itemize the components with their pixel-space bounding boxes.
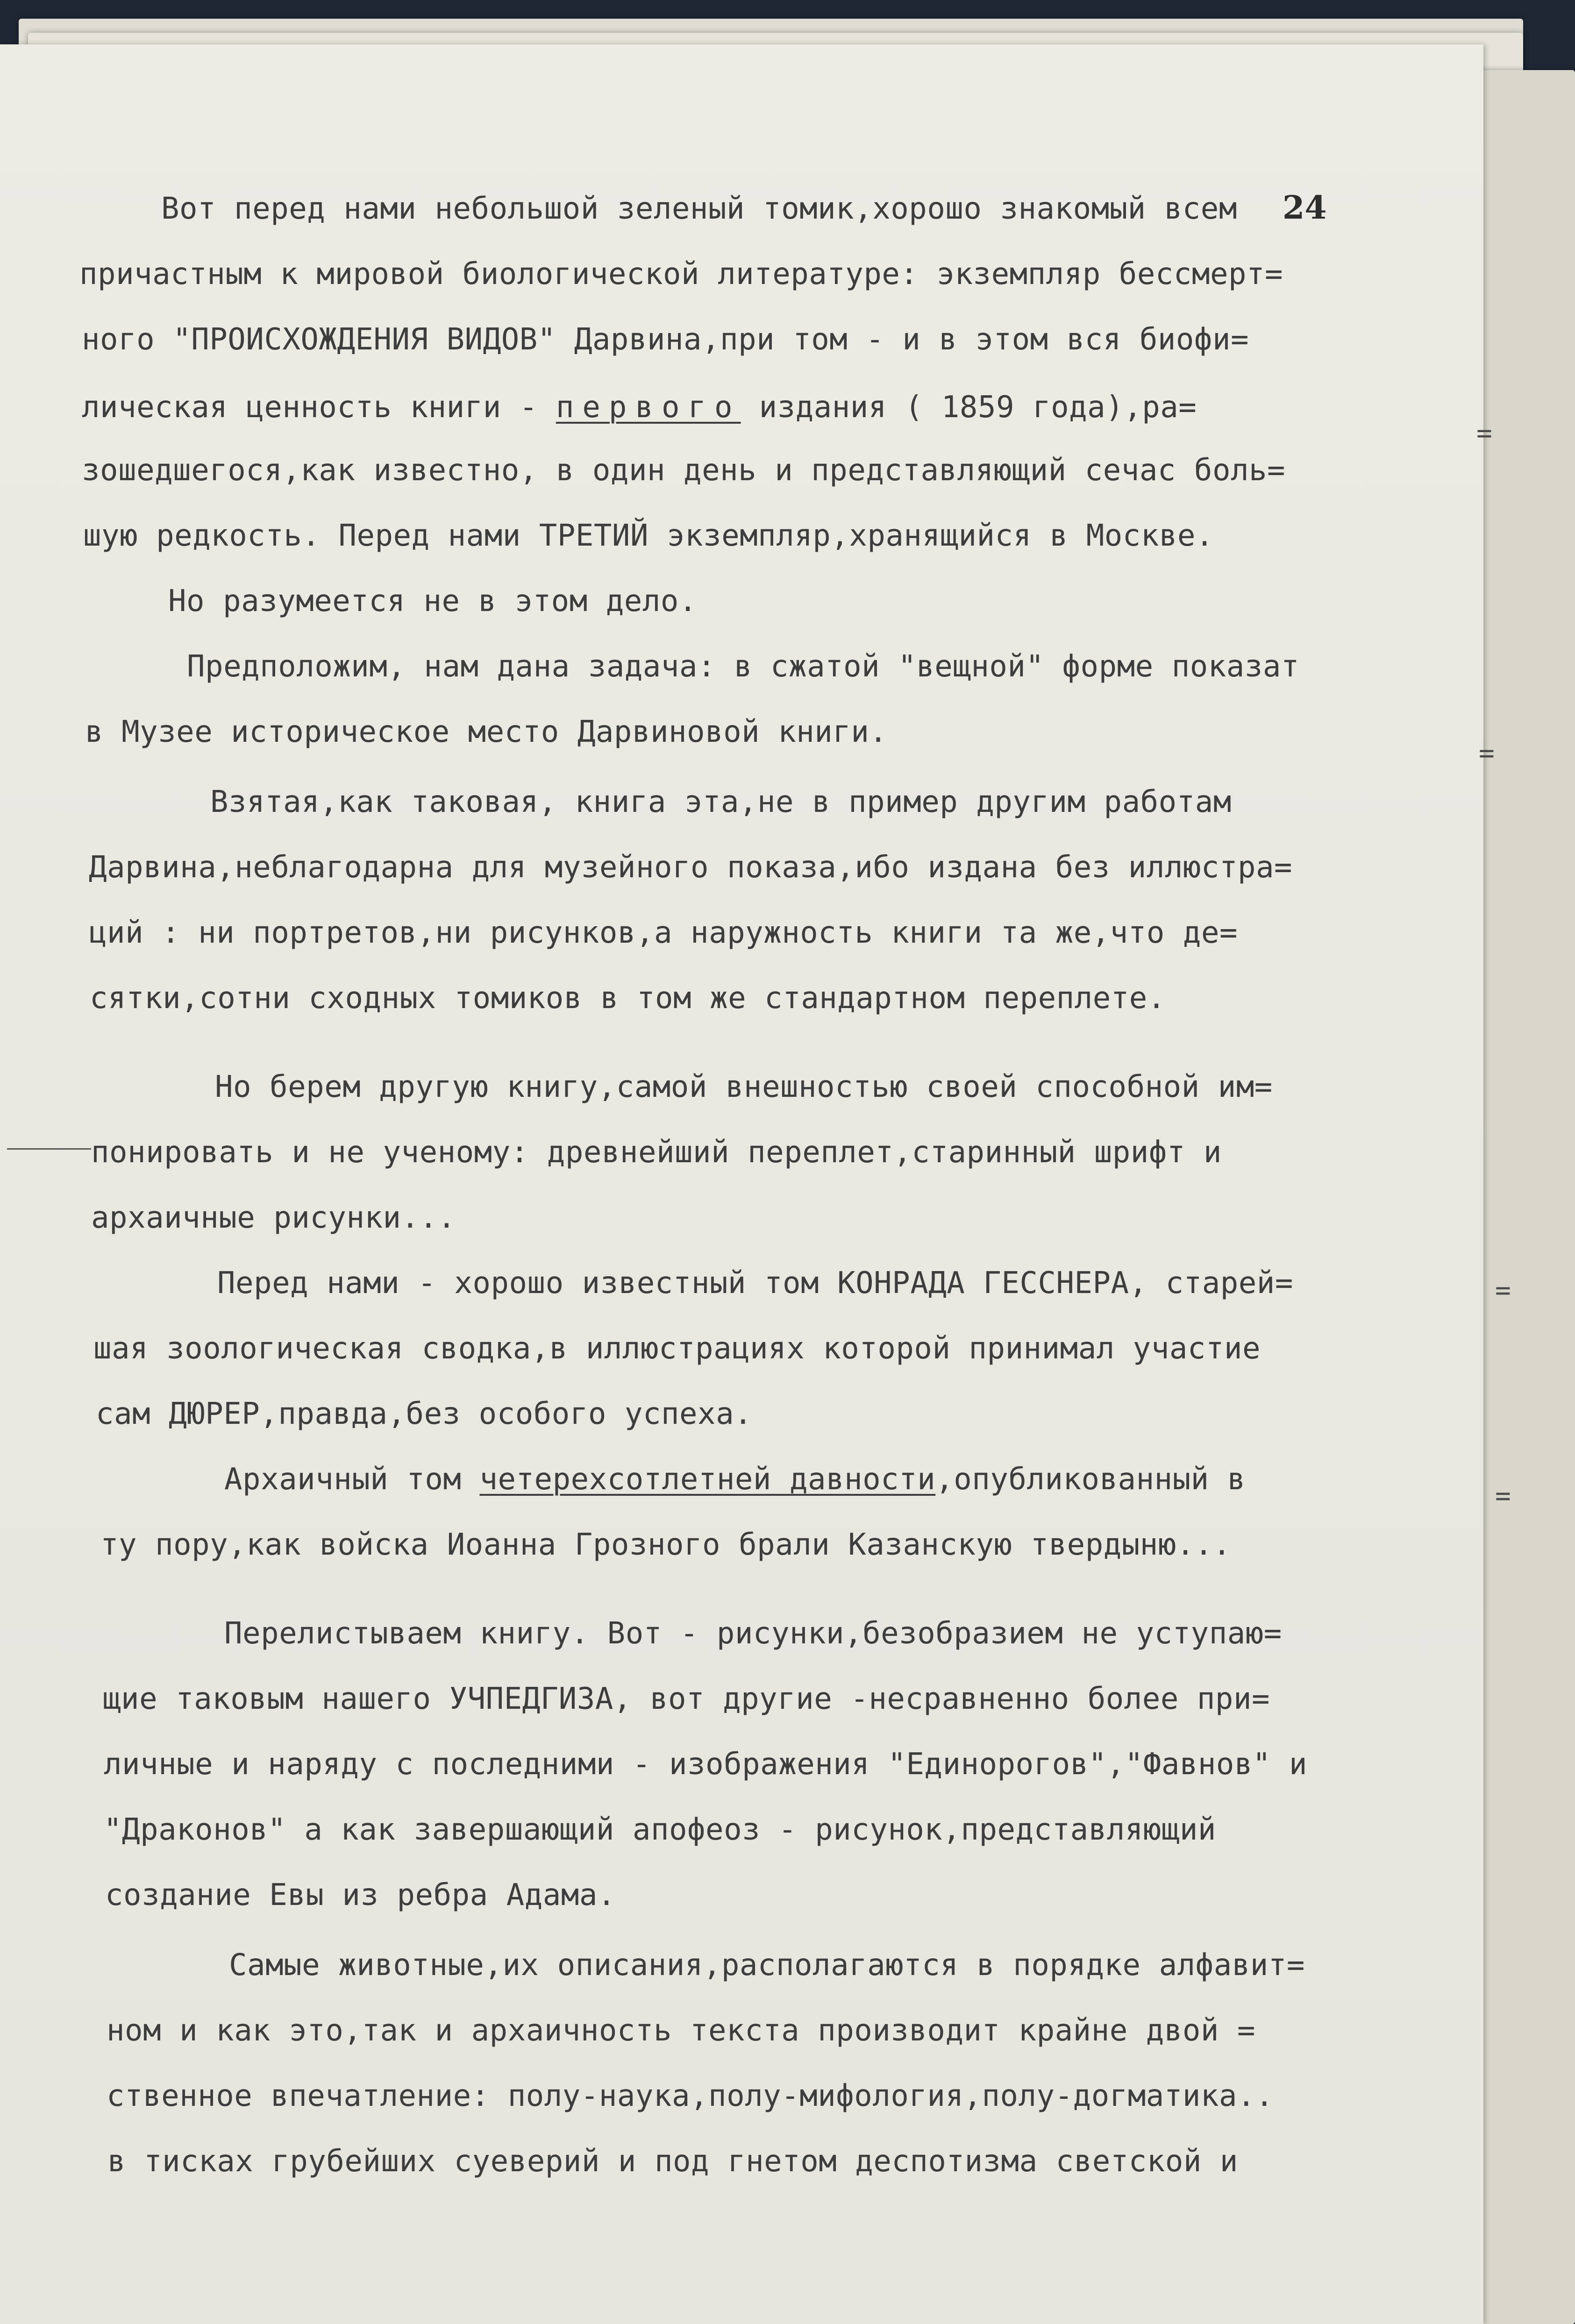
text-line: понировать и не ученому: древнейший переплет,старинный шрифт и <box>91 1135 1222 1170</box>
text-line: ций : ни портретов,ни рисунков,а наружность книги та же,что де= <box>89 916 1238 950</box>
text-line: причастным к мировой биологической литературе: экземпляр бессмерт= <box>79 257 1283 291</box>
text-line: шую редкость. Перед нами ТРЕТИЙ экземпляр,хранящийся в Москве. <box>83 519 1214 553</box>
margin-mark: = <box>1495 1481 1511 1511</box>
text-line: Но разумеется не в этом дело. <box>168 584 697 618</box>
text-line: шая зоологическая сводка,в иллюстрациях которой принимал участие <box>93 1331 1261 1366</box>
text-line: Дарвина,неблагодарна для музейного показа,ибо издана без иллюстра= <box>89 850 1293 885</box>
margin-mark: = <box>1476 418 1492 448</box>
text-line: Но берем другую книгу,самой внешностью своей способной им= <box>215 1070 1273 1104</box>
margin-mark: = <box>1495 1275 1511 1306</box>
text-line: Самые животные,их описания,располагаются в порядке алфавит= <box>229 1948 1305 1983</box>
text-line: Предположим, нам дана задача: в сжатой "вещной" форме показат <box>187 649 1299 684</box>
text-line: Взятая,как таковая, книга эта,не в пример другим работам <box>210 785 1232 819</box>
text-line: создание Евы из ребра Адама. <box>105 1878 616 1912</box>
page-number: 24 <box>1283 189 1327 227</box>
text-line: Вот перед нами небольшой зеленый томик,хорошо знакомый всем <box>161 192 1237 226</box>
text-line: ственное впечатление: полу-наука,полу-мифология,полу-догматика.. <box>107 2079 1274 2113</box>
text-line: щие таковым нашего УЧПЕДГИЗА, вот другие -несравненно более при= <box>103 1682 1270 1716</box>
text-line: сам ДЮРЕР,правда,без особого успеха. <box>96 1397 753 1431</box>
text-line: ного "ПРОИСХОЖДЕНИЯ ВИДОВ" Дарвина,при том - и в этом вся биофи= <box>82 322 1249 357</box>
text-line: архаичные рисунки... <box>91 1201 456 1235</box>
text-line: Архаичный том четерехсотлетней давности,опубликованный в <box>224 1462 1246 1497</box>
text-line: ту пору,как войска Иоанна Грозного брали Казанскую твердыню... <box>100 1528 1231 1562</box>
text-line: Перелистываем книгу. Вот - рисунки,безобразием не уступаю= <box>224 1616 1282 1651</box>
underlined-phrase: четерехсотлетней давности <box>479 1462 936 1497</box>
margin-pencil-line <box>7 1148 91 1150</box>
text-line: зошедшегося,как известно, в один день и представляющий сечас боль= <box>82 453 1286 488</box>
typewritten-page <box>0 44 1483 2324</box>
text-line: в тисках грубейших суеверий и под гнетом деспотизма светской и <box>107 2144 1238 2179</box>
text-line: ном и как это,так и архаичность текста производит крайне двой = <box>107 2013 1255 2048</box>
text-line: личные и наряду с последними - изображения "Единорогов","Фавнов" и <box>104 1747 1308 1782</box>
text-line: лическая ценность книги - первого издания ( 1859 года),ра= <box>82 390 1197 425</box>
margin-mark: = <box>1479 738 1495 768</box>
text-line: Перед нами - хорошо известный том КОНРАДА ГЕССНЕРА, старей= <box>217 1266 1293 1301</box>
underlined-word: первого <box>556 390 741 425</box>
text-line: "Драконов" а как завершающий апофеоз - рисунок,представляющий <box>104 1812 1216 1847</box>
text-line: в Музее историческое место Дарвиновой книги. <box>85 715 888 749</box>
text-line: сятки,сотни сходных томиков в том же стандартном переплете. <box>90 981 1166 1016</box>
